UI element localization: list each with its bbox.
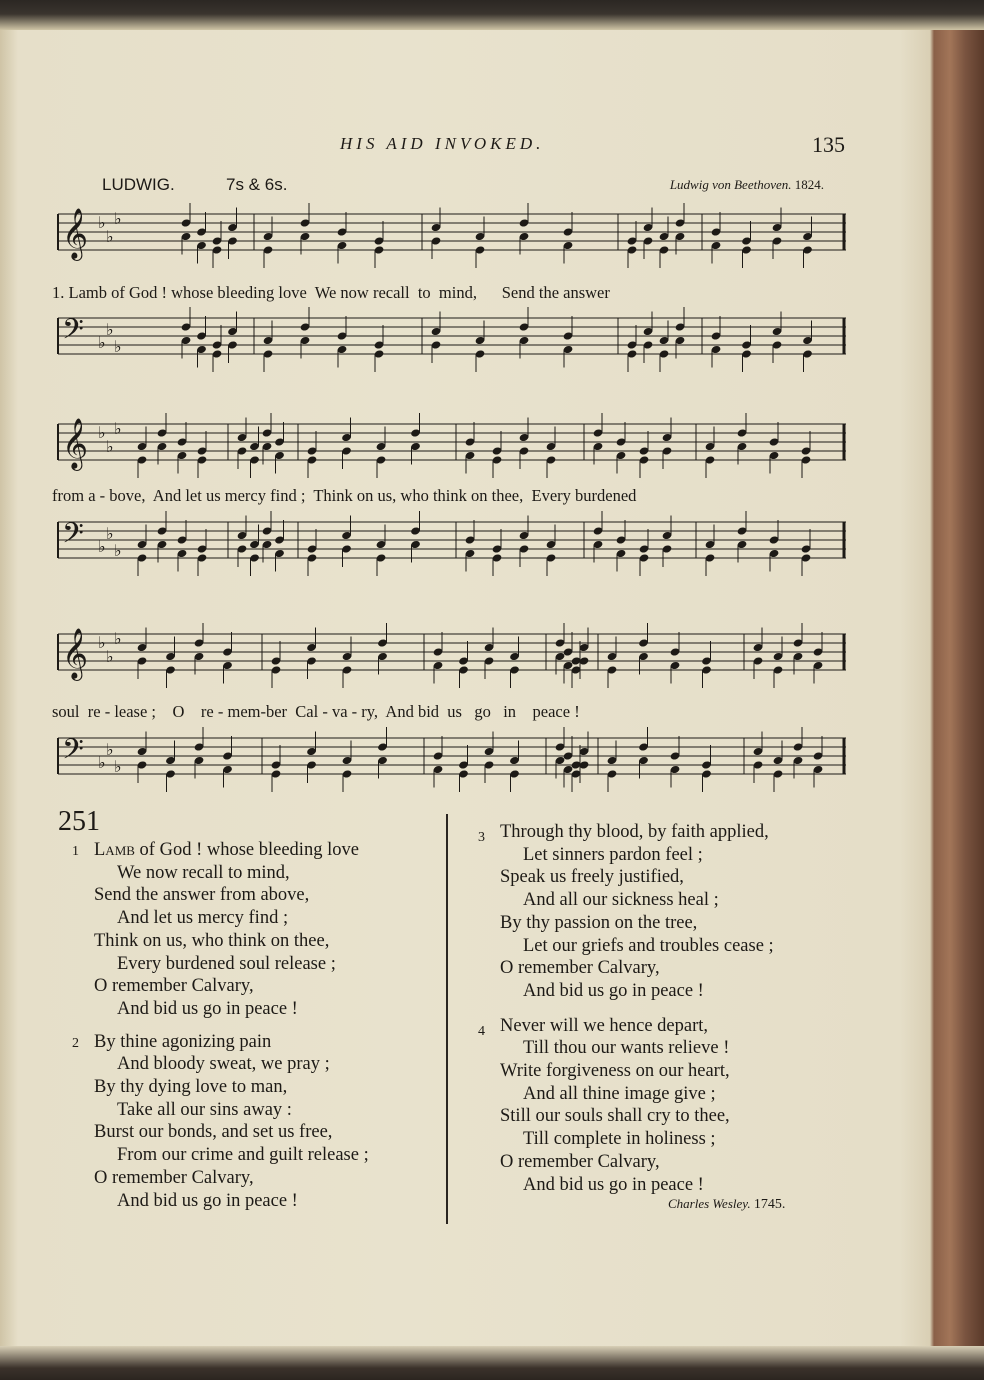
verse-line: Send the answer from above, [94,885,310,906]
verse-line: We now recall to mind, [117,862,290,883]
verse-line: Every burdened soul release ; [117,953,336,974]
tune-meter: 7s & 6s. [226,175,288,194]
verse-line: Take all our sins away : [117,1099,292,1120]
flat-sign-icon: ♭ [98,753,106,772]
flat-sign-icon: ♭ [98,333,106,352]
bass-staff [52,510,852,580]
flat-sign-icon: ♭ [106,227,114,246]
bass-clef-icon: 𝄢 [62,313,84,353]
flat-sign-icon: ♭ [114,337,122,356]
hymn-column-right [478,821,858,1206]
verse-line: And all our sickness heal ; [523,890,719,911]
music-lyric-line: 1. Lamb of God ! whose bleeding love We now recall to mind, Send the answer [52,283,610,302]
stanza-number: 2 [72,1035,79,1051]
verse-line: And bid us go in peace ! [117,998,298,1019]
bass-clef-icon: 𝄢 [62,733,84,773]
music-lyric-line: from a - bove, And let us mercy find ; Think on us, who think on thee, Every burdened [52,486,637,505]
verse-line: O remember Calvary, [94,1167,254,1188]
flat-sign-icon: ♭ [98,537,106,556]
flat-sign-icon: ♭ [106,524,114,543]
author-name: Charles Wesley. [668,1196,751,1211]
hymn-number: 251 [58,806,100,837]
verse-line: Speak us freely justified, [500,867,684,888]
flat-sign-icon: ♭ [114,541,122,560]
treble-staff [52,202,852,272]
verse-line: Write forgiveness on our heart, [500,1061,730,1082]
verse-line: Never will we hence depart, [500,1015,709,1036]
verse-line: O remember Calvary, [500,958,660,979]
verse-line: Through thy blood, by faith applied, [500,822,769,842]
stanza-number: 1 [72,844,79,859]
treble-clef-icon: 𝄞 [62,628,89,679]
flat-sign-icon: ♭ [114,419,122,438]
treble-clef-icon: 𝄞 [62,208,89,259]
music-lyric-line: soul re - lease ; O re - mem-ber Cal - va - ry, And bid us go in peace ! [52,702,580,721]
running-title: HIS AID INVOKED. [340,134,545,153]
verse-line: Burst our bonds, and set us free, [94,1122,333,1143]
flat-sign-icon: ♭ [114,629,122,648]
page-header [0,134,930,164]
verse-line: By thy dying love to man, [94,1077,288,1098]
composer-name: Ludwig von Beethoven. [669,177,792,192]
column-divider [446,814,448,1224]
verse-line: By thy passion on the tree, [500,912,698,933]
treble-staff [52,412,852,482]
verse-line: Till thou our wants relieve ! [523,1038,730,1059]
verse-line: And bloody sweat, we pray ; [117,1054,330,1075]
stanza-number: 4 [478,1023,485,1039]
verse-line: Let our griefs and troubles cease ; [523,935,774,956]
verse-line: Let sinners pardon feel ; [523,844,703,865]
stanza [72,1031,432,1213]
verse-first-word: Lamb [94,840,135,860]
tune-name: LUDWIG. [102,175,175,194]
verse-line: By thine agonizing pain [94,1031,272,1052]
verse-line: And bid us go in peace ! [523,1174,704,1195]
verse-line: And all thine image give ; [523,1083,716,1104]
hymn-column-left [72,839,432,1222]
flat-sign-icon: ♭ [106,740,114,759]
composer-year: 1824. [794,177,824,192]
hymn-author [668,1196,785,1213]
treble-staff [52,622,852,692]
stanza [72,839,432,1021]
verse-line: And bid us go in peace ! [523,980,704,1001]
bass-clef-icon: 𝄢 [62,517,84,557]
verse-line: O remember Calvary, [94,976,254,997]
flat-sign-icon: ♭ [98,423,106,442]
page-number: 135 [812,132,845,157]
flat-sign-icon: ♭ [98,213,106,232]
verse-line: Till complete in holiness ; [523,1129,716,1150]
verse-line: Think on us, who think on thee, [94,930,330,951]
flat-sign-icon: ♭ [114,757,122,776]
verse-line: O remember Calvary, [500,1151,660,1172]
tune-heading [102,175,832,197]
verse-line: Lamb of God ! whose bleeding love [94,840,359,860]
bass-staff [52,726,852,796]
composer-credit [670,177,824,193]
verse-line: From our crime and guilt release ; [117,1145,369,1166]
flat-sign-icon: ♭ [106,437,114,456]
flat-sign-icon: ♭ [106,647,114,666]
flat-sign-icon: ♭ [106,320,114,339]
bass-staff [52,306,852,376]
verse-line: And bid us go in peace ! [117,1190,298,1211]
verse-line: And let us mercy find ; [117,908,289,929]
treble-clef-icon: 𝄞 [62,418,89,469]
verse-line: Still our souls shall cry to thee, [500,1106,730,1127]
page-bottom-edge [0,1346,984,1380]
flat-sign-icon: ♭ [98,633,106,652]
stanza [478,1015,858,1197]
author-year: 1745. [753,1197,786,1212]
page-top-edge [0,0,984,30]
flat-sign-icon: ♭ [114,209,122,228]
stanza [478,821,858,1003]
stanza-number: 3 [478,830,485,845]
